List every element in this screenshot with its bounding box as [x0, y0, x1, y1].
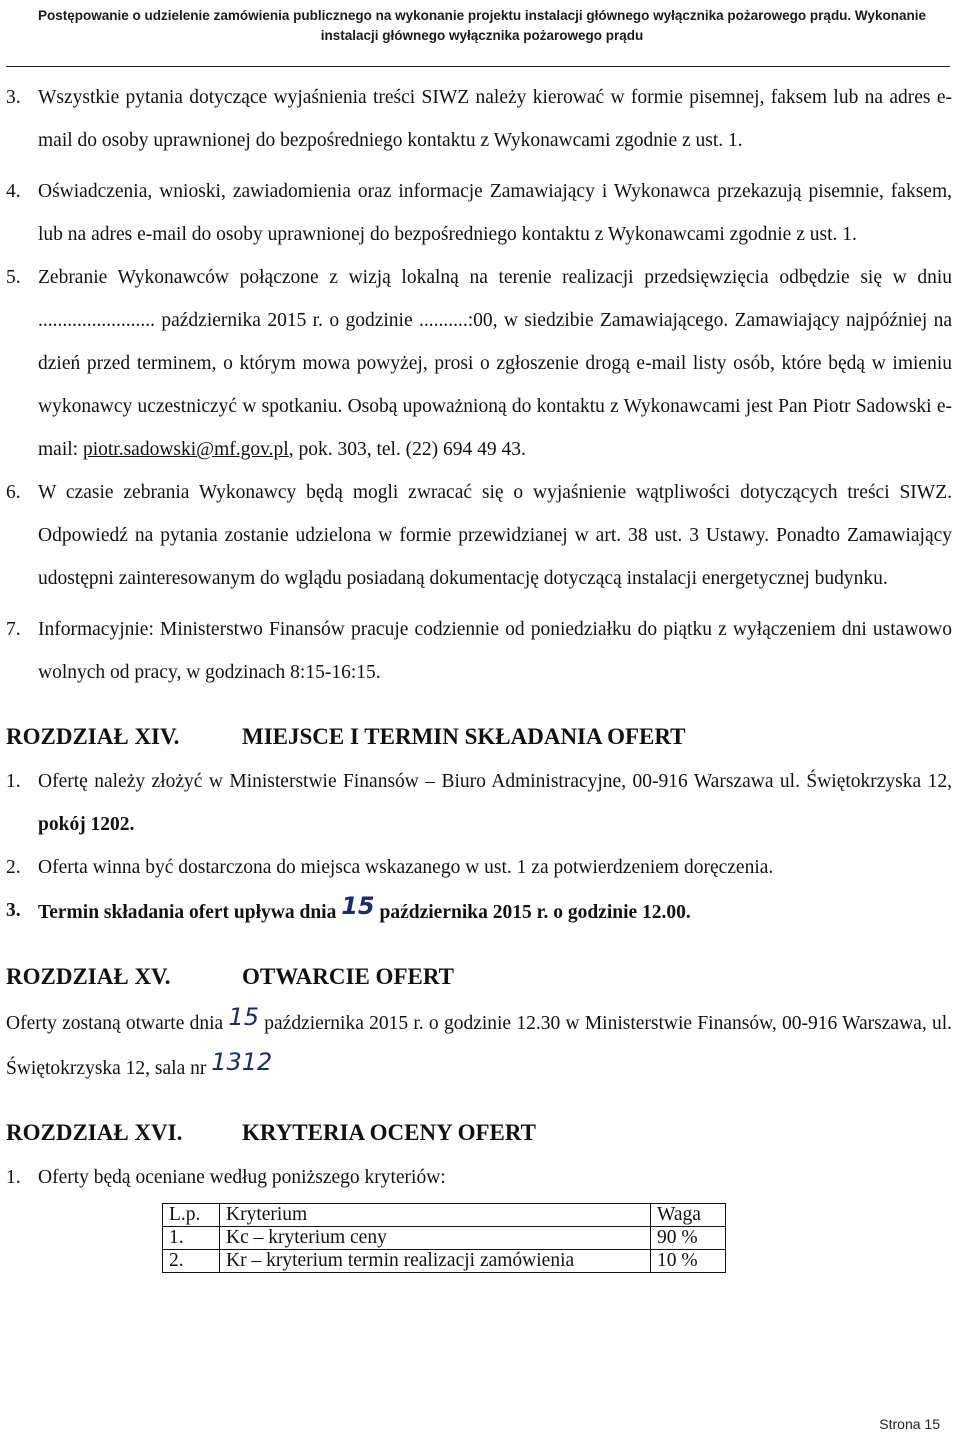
criteria-table	[162, 1203, 726, 1273]
paragraph-3	[0, 76, 960, 162]
paragraph-6	[0, 471, 960, 600]
table-row	[163, 1250, 726, 1273]
paragraph-text: Oferty będą oceniane według poniższego kryteriów:	[38, 1167, 446, 1188]
offer-place-item-3	[0, 889, 960, 934]
offer-place-item-1	[0, 760, 960, 846]
paragraph-text: Oferty zostaną otwarte dnia	[6, 1013, 229, 1034]
paragraph-number: 7.	[6, 619, 21, 640]
paragraph-text-middle: października 2015 r. o godzinie 12.30 w Ministerstwie Finansów, 00-916 Warszawa, ul. Świętokrzyska 12, sala nr	[6, 1013, 952, 1079]
paragraph-text: Zebranie Wykonawców połączone z wizją lokalną na terenie realizacji przedsięwzięcia odbędzie się w dniu ........................ października 2015 r. o godzinie ..........:00, w siedzibie Zamawiającego. Zamawiający najpóźniej na dzień przed terminem, o którym mowa powyżej, prosi o zgłoszenie drogą e-mail listy osób, które będą w imieniu wykonawcy uczestniczyć w spotkaniu. Osobą upoważnioną do kontaktu z Wykonawcami jest Pan Piotr Sadowski e-mail:	[38, 267, 952, 460]
chapter-title: KRYTERIA OCENY OFERT	[242, 1120, 537, 1145]
handwritten-day: 15	[341, 892, 375, 920]
table-header-cell: Waga	[651, 1204, 726, 1227]
paragraph-number: 4.	[6, 181, 21, 202]
paragraph-number: 2.	[6, 857, 21, 878]
table-header-cell: L.p.	[163, 1204, 220, 1227]
paragraph-text: Oświadczenia, wnioski, zawiadomienia oraz informacje Zamawiający i Wykonawca przekazują pisemnie, faksem, lub na adres e-mail do osoby uprawnionej do bezpośredniego kontaktu z Wykonawcami zgodnie z ust. 1.	[38, 181, 952, 245]
table-cell: Kr – kryterium termin realizacji zamówienia	[220, 1250, 651, 1273]
page-header	[8, 6, 956, 46]
table-cell: 1.	[163, 1227, 220, 1250]
paragraph-number: 5.	[6, 267, 21, 288]
chapter-heading-xv	[0, 954, 960, 1000]
table-header-cell: Kryterium	[220, 1204, 651, 1227]
page-content	[0, 76, 960, 1273]
chapter-title: OTWARCIE OFERT	[242, 964, 454, 989]
paragraph-text: Informacyjnie: Ministerstwo Finansów pracuje codziennie od poniedziałku do piątku z wyłączeniem dni ustawowo wolnych od pracy, w godzinach 8:15-16:15.	[38, 619, 952, 683]
handwritten-day: 15	[228, 1003, 259, 1031]
paragraph-text-tail: , pok. 303, tel. (22) 694 49 43.	[288, 439, 526, 460]
paragraph-text: Ofertę należy złożyć w Ministerstwie Finansów – Biuro Administracyjne, 00-916 Warszawa ul. Świętokrzyska 12,	[38, 771, 952, 792]
chapter-heading-xvi	[0, 1110, 960, 1156]
chapter-label: ROZDZIAŁ XVI.	[6, 1120, 183, 1145]
table-cell: Kc – kryterium ceny	[220, 1227, 651, 1250]
chapter-title: MIEJSCE I TERMIN SKŁADANIA OFERT	[242, 724, 686, 749]
paragraph-text: Wszystkie pytania dotyczące wyjaśnienia treści SIWZ należy kierować w formie pisemnej, faksem lub na adres e-mail do osoby uprawnionej do bezpośredniego kontaktu z Wykonawcami zgodnie z ust. 1.	[38, 87, 952, 151]
paragraph-5	[0, 256, 960, 471]
table-cell: 10 %	[651, 1250, 726, 1273]
criteria-intro	[0, 1156, 960, 1199]
paragraph-number: 3.	[6, 87, 21, 108]
paragraph-7	[0, 608, 960, 694]
opening-paragraph	[0, 1000, 960, 1090]
chapter-label: ROZDZIAŁ XIV.	[6, 724, 180, 749]
paragraph-number: 3.	[6, 900, 21, 921]
paragraph-number: 1.	[6, 1167, 21, 1188]
chapter-heading-xiv	[0, 714, 960, 760]
table-cell: 2.	[163, 1250, 220, 1273]
table-header-row	[163, 1204, 726, 1227]
paragraph-text-tail: października 2015 r. o godzinie 12.00.	[374, 902, 691, 923]
paragraph-number: 1.	[6, 771, 21, 792]
table-cell: 90 %	[651, 1227, 726, 1250]
paragraph-text: W czasie zebrania Wykonawcy będą mogli zwracać się o wyjaśnienie wątpliwości dotyczących treści SIWZ. Odpowiedź na pytania zostanie udzielona w formie przewidzianej w art. 38 ust. 3 Ustawy. Ponadto Zamawiający udostępni zainteresowanym do wglądu posiadaną dokumentację dotyczącą instalacji energetycznej budynku.	[38, 482, 952, 589]
room-number: pokój 1202.	[38, 814, 135, 835]
header-line-1: Postępowanie o udzielenie zamówienia publicznego na wykonanie projektu instalacji głównego wyłącznika pożarowego prądu. Wykonanie	[38, 8, 926, 23]
paragraph-text: Oferta winna być dostarczona do miejsca wskazanego w ust. 1 za potwierdzeniem doręczenia.	[38, 857, 774, 878]
header-divider	[6, 66, 950, 67]
paragraph-number: 6.	[6, 482, 21, 503]
table-row	[163, 1227, 726, 1250]
page-number: Strona 15	[879, 1416, 940, 1432]
contact-email-link[interactable]: piotr.sadowski@mf.gov.pl	[82, 439, 289, 460]
paragraph-text: Termin składania ofert upływa dnia	[38, 902, 342, 923]
offer-place-item-2	[0, 846, 960, 889]
header-line-2: instalacji głównego wyłącznika pożarowego prądu	[320, 28, 644, 43]
handwritten-room-number: 1312	[211, 1048, 273, 1076]
chapter-label: ROZDZIAŁ XV.	[6, 964, 171, 989]
paragraph-4	[0, 170, 960, 256]
